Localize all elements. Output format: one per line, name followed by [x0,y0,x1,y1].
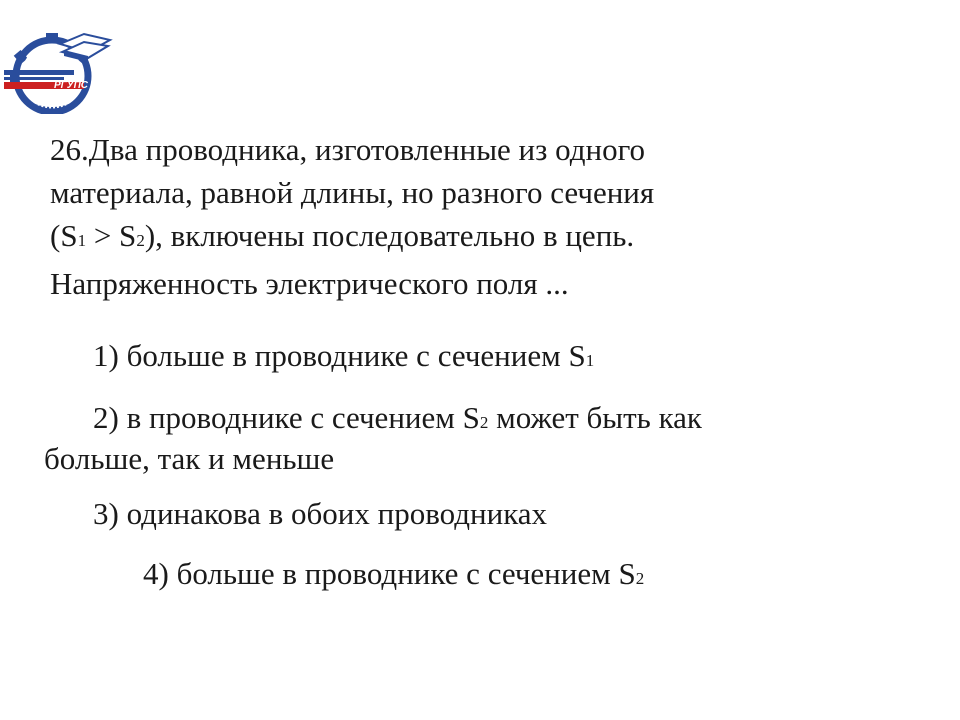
answer-option-2-text-a: 2) в проводнике с сечением S [93,400,480,435]
question-line-3-part-c: ), включены последовательно в цепь. [144,218,635,253]
question-line-4: Напряженность электрического поля ... [50,266,569,301]
answer-option-2-text-b: может быть как [488,400,702,435]
answer-option-1-text: 1) больше в проводнике с сечением S [93,338,586,373]
answer-option-4-subscript: 2 [635,569,645,588]
subscript-2: 2 [136,231,145,250]
answer-option-1-subscript: 1 [585,351,595,370]
logo-text: РГУПС [54,80,88,91]
question-line-2: материала, равной длины, но разного сечения [50,175,655,210]
question-line-1: 26.Два проводника, изготовленные из одного [50,132,646,167]
answer-option-2-subscript: 2 [479,413,489,432]
answer-option-4-text: 4) больше в проводнике с сечением S [143,556,636,591]
answer-option-1[interactable] [93,336,594,381]
question-text [50,128,910,305]
subscript-1: 1 [77,231,87,250]
question-line-3-part-a: (S [50,218,78,253]
question-line-3-part-b: > S [86,218,137,253]
answer-option-2-line-2[interactable]: больше, так и меньше [44,441,335,476]
answer-option-3[interactable]: 3) одинакова в обоих проводниках [93,496,548,531]
university-logo [2,22,114,114]
answer-option-2[interactable] [93,398,702,443]
question-line-3 [50,214,910,262]
answer-option-4[interactable] [143,554,644,599]
